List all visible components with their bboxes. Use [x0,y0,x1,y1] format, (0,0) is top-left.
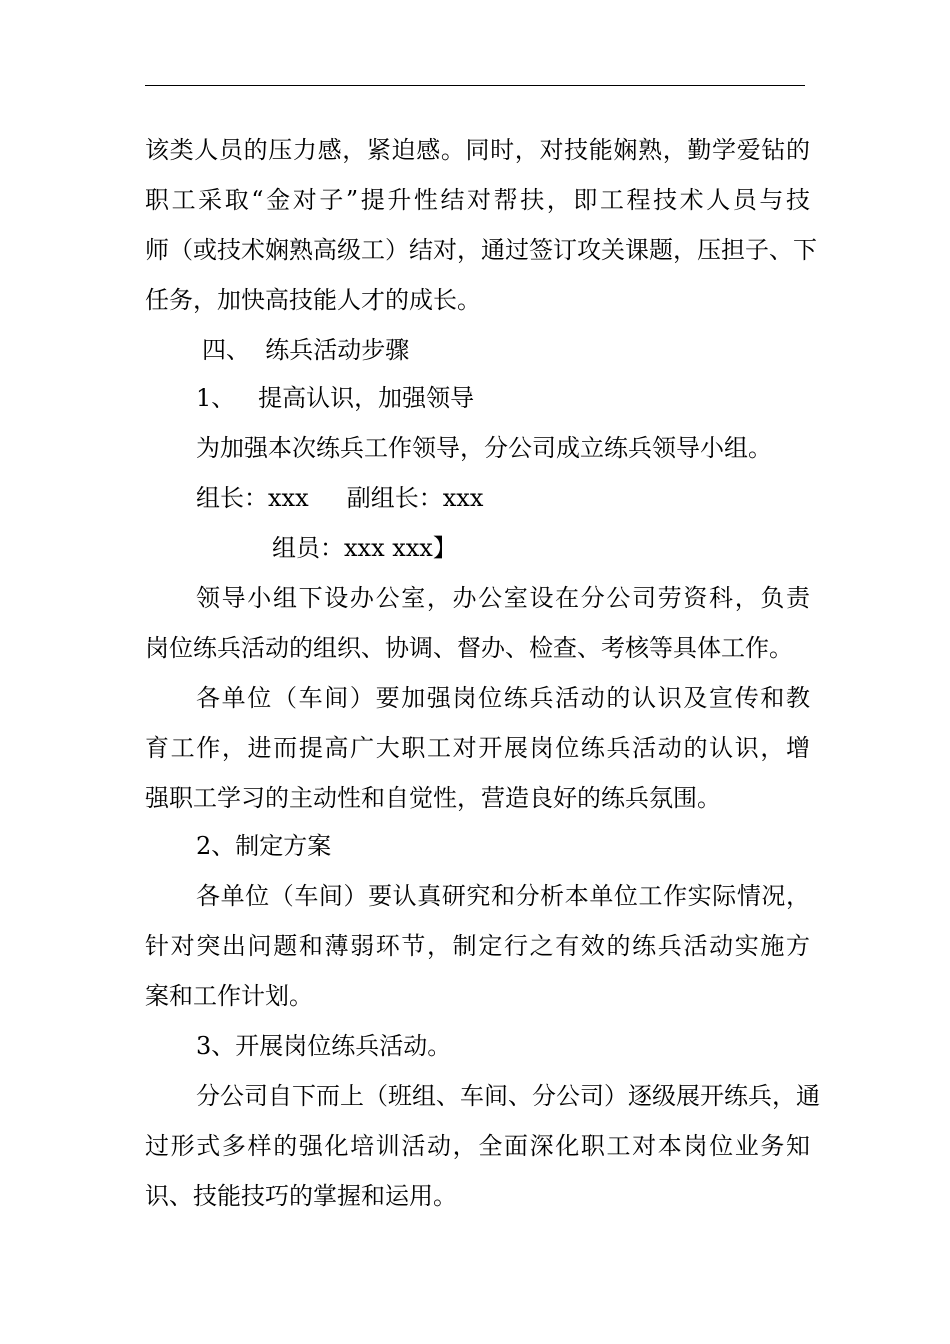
paragraph-line: 强职工学习的主动性和自觉性，营造良好的练兵氛围。 [145,784,721,812]
section-heading: 四、 练兵活动步骤 [202,336,410,364]
subsection-heading: 3、开展岗位练兵活动。 [196,1032,452,1060]
paragraph-line: 领导小组下设办公室，办公室设在分公司劳资科，负责 [196,584,810,612]
paragraph-line: 各单位（车间）要认真研究和分析本单位工作实际情况， [196,882,810,910]
paragraph-line: 岗位练兵活动的组织、协调、督办、检查、考核等具体工作。 [145,634,793,662]
team-leaders: 组长：xxx 副组长：xxx [196,484,484,512]
team-members: 组员：xxx xxx】 [272,534,457,562]
paragraph-line: 师（或技术娴熟高级工）结对，通过签订攻关课题，压担子、下 [145,236,817,264]
paragraph-line: 过形式多样的强化培训活动，全面深化职工对本岗位业务知 [145,1132,810,1160]
paragraph-line: 各单位（车间）要加强岗位练兵活动的认识及宣传和教 [196,684,810,712]
paragraph-line: 该类人员的压力感，紧迫感。同时，对技能娴熟，勤学爱钻的 [145,136,810,164]
paragraph-line: 任务，加快高技能人才的成长。 [145,286,481,314]
paragraph-line: 职工采取“金对子”提升性结对帮扶，即工程技术人员与技 [145,186,810,214]
subsection-heading: 2、制定方案 [196,832,332,860]
paragraph-line: 识、技能技巧的掌握和运用。 [145,1182,457,1210]
paragraph-line: 为加强本次练兵工作领导，分公司成立练兵领导小组。 [196,434,772,462]
header-rule [145,85,805,86]
paragraph-line: 分公司自下而上（班组、车间、分公司）逐级展开练兵，通 [196,1082,820,1110]
paragraph-line: 针对突出问题和薄弱环节，制定行之有效的练兵活动实施方 [145,932,810,960]
paragraph-line: 育工作，进而提高广大职工对开展岗位练兵活动的认识，增 [145,734,810,762]
paragraph-line: 案和工作计划。 [145,982,313,1010]
subsection-heading: 1、 提高认识，加强领导 [196,384,475,412]
